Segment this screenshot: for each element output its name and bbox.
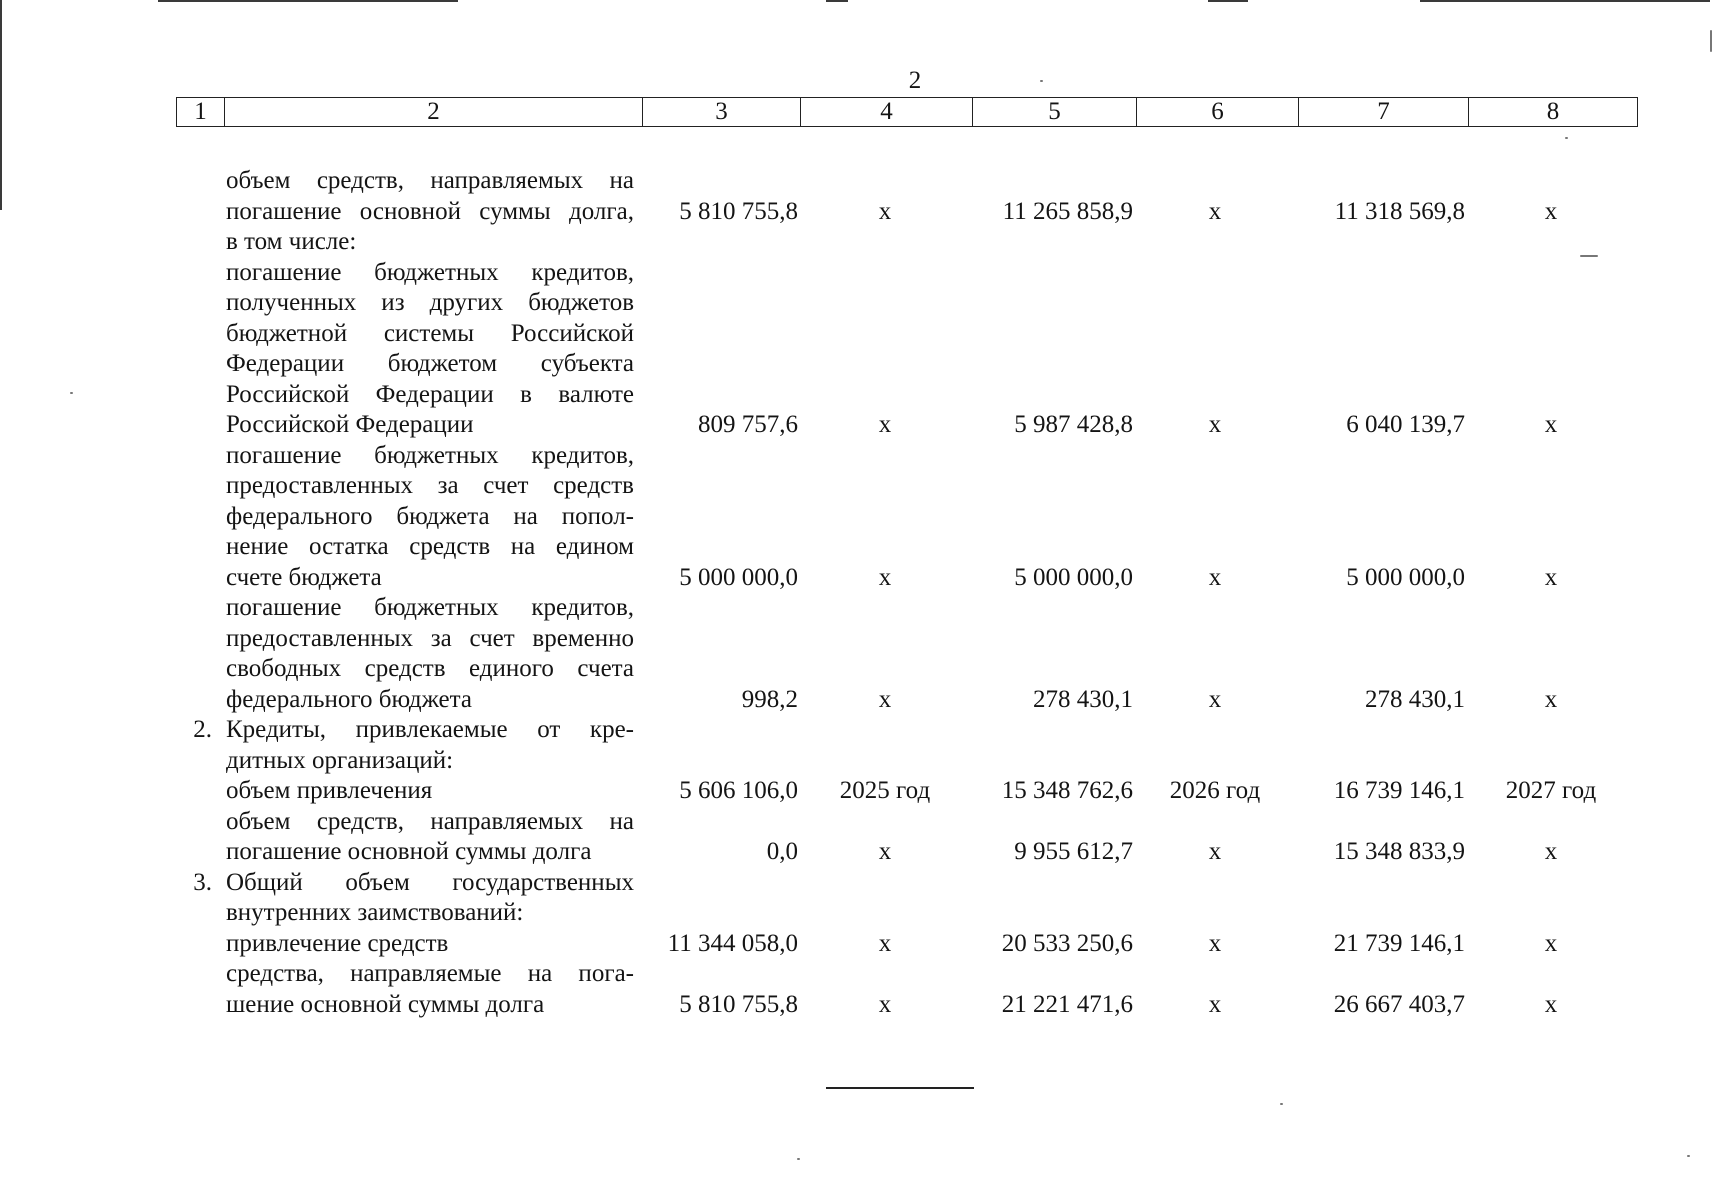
header-col-8: 8 xyxy=(1546,98,1560,125)
row-number: 3. xyxy=(193,868,212,896)
header-col-6: 6 xyxy=(1137,98,1299,126)
description-line: Кредиты, привлекаемые от кре- xyxy=(226,716,634,743)
scan-speck xyxy=(1040,80,1043,82)
cell-col-3: 5 810 755,8 xyxy=(679,990,798,1018)
description-line: в том числе: xyxy=(226,228,357,255)
cell-col-8: x xyxy=(1544,563,1558,591)
header-col-4: 4 xyxy=(801,98,973,126)
table-header xyxy=(176,97,1638,127)
row-description xyxy=(226,441,634,594)
cell-col-8: x xyxy=(1544,411,1558,438)
row-description xyxy=(226,166,634,258)
description-line: погашение основной суммы долга, xyxy=(226,197,634,225)
header-col-1: 1 xyxy=(177,98,225,126)
scan-speck xyxy=(1687,1155,1690,1157)
description-line: Федерации бюджетом субъекта xyxy=(226,350,634,377)
cell-col-4: x xyxy=(878,563,892,591)
cell-col-5: 5 987 428,8 xyxy=(1014,411,1133,438)
cell-col-4: x xyxy=(878,838,892,865)
cell-col-7: 15 348 833,9 xyxy=(1333,838,1465,865)
description-line: погашение бюджетных кредитов, xyxy=(226,258,634,286)
description-line: объем привлечения xyxy=(226,777,433,804)
description-line: внутренних заимствований: xyxy=(226,899,524,926)
cell-col-6: x xyxy=(1208,990,1222,1018)
description-line: шение основной суммы долга xyxy=(226,990,545,1018)
cell-col-6: x xyxy=(1208,685,1222,713)
row-number: 2. xyxy=(193,716,212,743)
description-line: федерального бюджета xyxy=(226,685,472,713)
cell-col-7: 26 667 403,7 xyxy=(1333,990,1465,1018)
cell-col-8: x xyxy=(1544,838,1558,865)
description-line: бюджетной системы Российской xyxy=(226,319,634,347)
cell-col-4: x xyxy=(878,411,892,438)
cell-col-8: x xyxy=(1544,197,1558,225)
cell-col-4: x xyxy=(878,929,892,957)
cell-col-5: 278 430,1 xyxy=(1033,685,1133,713)
cell-col-3: 0,0 xyxy=(766,838,798,865)
header-col-2: 2 xyxy=(225,98,643,126)
cell-col-6: x xyxy=(1208,563,1222,591)
description-line: предоставленных за счет временно xyxy=(226,624,634,652)
description-line: привлечение средств xyxy=(226,929,449,957)
scan-speck xyxy=(70,392,73,394)
cell-col-5: 11 265 858,9 xyxy=(1002,197,1133,225)
page-number: 2 xyxy=(908,67,922,94)
cell-col-3: 5 810 755,8 xyxy=(679,197,798,225)
cell-col-7: 5 000 000,0 xyxy=(1346,563,1465,591)
cell-col-7: 6 040 139,7 xyxy=(1346,411,1465,438)
cell-col-8: x xyxy=(1544,929,1558,957)
description-line: Общий объем государственных xyxy=(226,868,634,896)
scan-speck xyxy=(1280,1103,1283,1105)
scan-edge-line xyxy=(1420,0,1710,2)
scan-edge-line xyxy=(826,0,848,2)
cell-col-3: 998,2 xyxy=(741,685,798,713)
cell-col-3: 5 000 000,0 xyxy=(679,563,798,591)
description-line: полученных из других бюджетов xyxy=(226,289,634,316)
description-line: нение остатка средств на едином xyxy=(226,533,634,560)
cell-col-8: x xyxy=(1544,685,1558,713)
description-line: предоставленных за счет средств xyxy=(226,472,634,499)
cell-col-6: x xyxy=(1208,411,1222,438)
cell-col-6: 2026 год xyxy=(1169,777,1261,804)
description-line: счете бюджета xyxy=(226,563,382,591)
cell-col-7: 278 430,1 xyxy=(1365,685,1465,713)
description-line: средства, направляемые на пога- xyxy=(226,960,634,987)
scan-speck xyxy=(1565,137,1568,139)
cell-col-5: 20 533 250,6 xyxy=(1001,929,1133,957)
description-line: Российской Федерации в валюте xyxy=(226,380,634,408)
scan-edge-line xyxy=(158,0,458,2)
description-line: погашение бюджетных кредитов, xyxy=(226,441,634,469)
cell-col-4: x xyxy=(878,197,892,225)
description-line: погашение бюджетных кредитов, xyxy=(226,594,634,621)
row-description xyxy=(226,776,634,807)
cell-col-5: 21 221 471,6 xyxy=(1001,990,1133,1018)
cell-col-7: 21 739 146,1 xyxy=(1333,929,1465,957)
cell-col-3: 809 757,6 xyxy=(698,411,798,438)
cell-col-6: x xyxy=(1208,929,1222,957)
scan-speck xyxy=(797,1158,800,1160)
description-line: погашение основной суммы долга xyxy=(226,838,592,865)
cell-col-4: x xyxy=(878,990,892,1018)
scan-speck xyxy=(1580,255,1598,257)
cell-col-6: x xyxy=(1208,197,1222,225)
description-line: федерального бюджета на попол- xyxy=(226,502,634,530)
cell-col-4: x xyxy=(878,685,892,713)
row-description xyxy=(226,715,634,776)
cell-col-5: 9 955 612,7 xyxy=(1014,838,1133,865)
scan-speck xyxy=(1710,30,1712,52)
description-line: Российской Федерации xyxy=(226,411,474,438)
header-col-3: 3 xyxy=(643,98,801,126)
cell-col-7: 16 739 146,1 xyxy=(1333,777,1465,804)
row-description xyxy=(226,868,634,929)
cell-col-7: 11 318 569,8 xyxy=(1334,197,1465,225)
cell-col-6: x xyxy=(1208,838,1222,865)
description-line: объем средств, направляемых на xyxy=(226,167,634,194)
description-line: дитных организаций: xyxy=(226,746,454,774)
description-line: свободных средств единого счета xyxy=(226,655,634,682)
scan-margin-line xyxy=(0,0,2,210)
scan-edge-line xyxy=(1208,0,1248,2)
header-col-7: 7 xyxy=(1299,98,1469,126)
header-col-5: 5 xyxy=(973,98,1137,126)
end-of-document-rule xyxy=(826,1087,974,1089)
row-description xyxy=(226,807,634,868)
cell-col-8: x xyxy=(1544,990,1558,1018)
description-line: объем средств, направляемых на xyxy=(226,807,634,835)
cell-col-3: 5 606 106,0 xyxy=(679,777,798,804)
cell-col-5: 5 000 000,0 xyxy=(1014,563,1133,591)
row-description xyxy=(226,959,634,1020)
cell-col-3: 11 344 058,0 xyxy=(667,929,798,957)
cell-col-4: 2025 год xyxy=(839,777,931,804)
cell-col-8: 2027 год xyxy=(1505,777,1597,804)
row-description xyxy=(226,593,634,715)
row-description xyxy=(226,929,634,960)
cell-col-5: 15 348 762,6 xyxy=(1001,777,1133,804)
row-description xyxy=(226,258,634,441)
